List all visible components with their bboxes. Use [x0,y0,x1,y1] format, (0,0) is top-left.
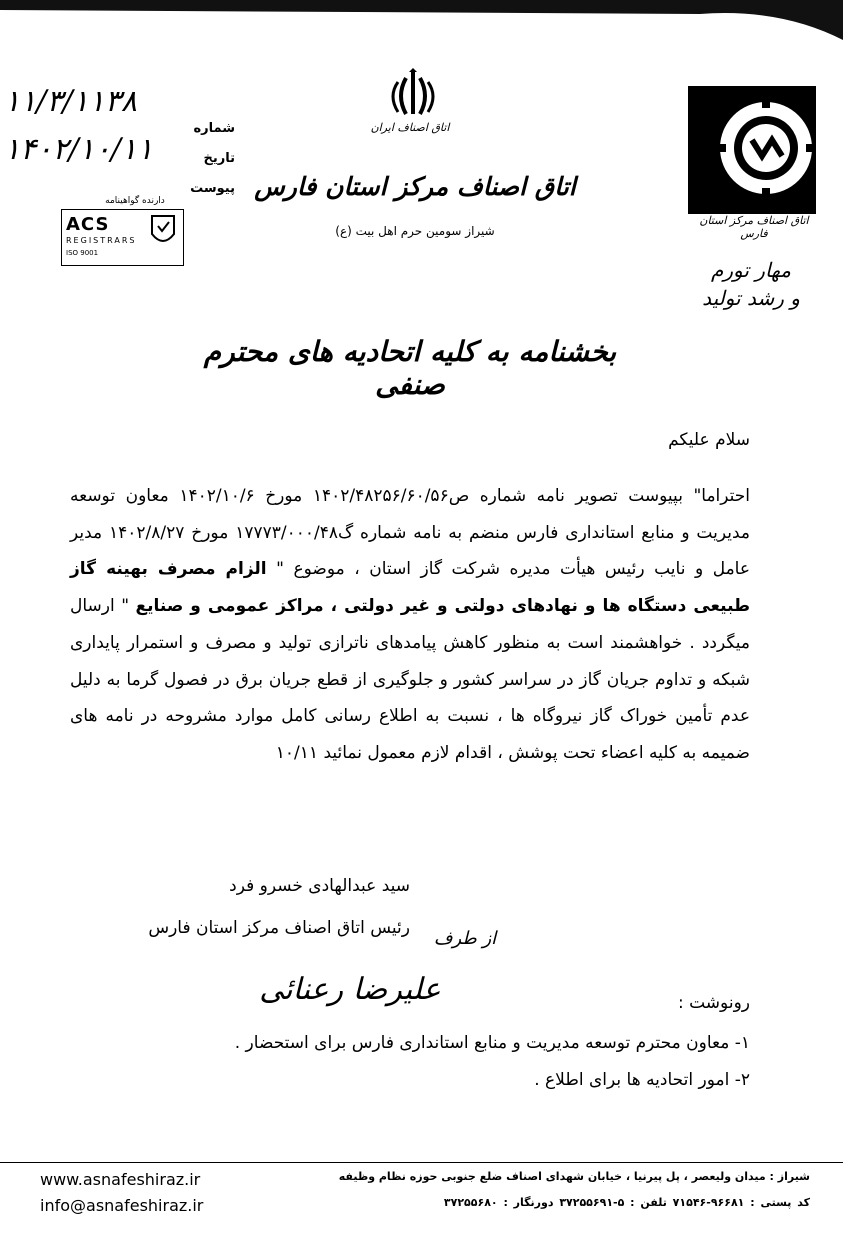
body-bold-subject: الزام مصرف بهینه گاز طبیعی دستگاه ها و نهادهای دولتی و غیر دولتی ، مراکز عمومی و صنایع [70,559,751,617]
date-label: تاریخ [203,151,235,166]
letter-body [70,478,750,772]
number-value: ۱۱/۳/۱۱۳۸ [4,84,138,119]
iran-emblem-icon [388,68,438,120]
certificate-caption: دارنده گواهینامه [105,196,165,206]
cc-item-1: ۱- معاون محترم توسعه مدیریت و منابع استانداری فارس برای استحضار . [234,1033,750,1053]
slogan [686,256,816,312]
slogan-line1: مهار تورم [711,258,791,282]
number-label: شماره [193,121,235,136]
signer-name: سید عبدالهادی خسرو فرد [229,876,410,896]
certificate-sub2: ISO 9001 [66,249,99,257]
gear-logo-icon [688,86,816,214]
date-value: ۱۴۰۲/۱۰/۱۱ [4,132,154,167]
page-title: اتاق اصناف مرکز استان فارس [254,172,576,201]
signature-initial: از طرف [433,928,497,949]
footer-website[interactable]: www.asnafeshiraz.ir [40,1170,201,1189]
body-part2: " ارسال میگردد . خواهشمند است به منظور کاهش پیامدهای ناترازی تولید و مصرف و استمرار پایداری شبکه و تداوم جریان گاز در سراسر کشور و جلوگیری از قطع جریان برق در فصول گرما به دلیل عدم تأمین خوراک گاز نیروگاه ها ، نسبت به اطلاع رسانی کامل موارد مشروحه در نامه های ضمیمه به کلیه اعضاء تحت پوشش ، اقدام لازم معمول نمائید ۱۰/۱۱ [70,596,750,763]
attachment-label: پیوست [190,181,235,196]
meta-values [4,78,189,174]
footer-address: شیراز : میدان ولیعصر ، پل پیرنیا ، خیابان شهدای اصناف ضلع جنوبی حوزه نظام وظیفه [338,1170,810,1183]
circular-title: بخشنامه به کلیه اتحادیه های محترم صنفی [203,335,617,401]
certificate-seal-icon [150,214,176,248]
logo-caption: اتاق اصناف مرکز استان فارس [699,214,809,240]
footer-divider [0,1162,843,1163]
footer-email[interactable]: info@asnafeshiraz.ir [40,1196,204,1215]
union-name: اتاق اصناف ایران [370,121,450,134]
certificate-sub1: REGISTRARS [66,236,137,245]
cc-item-2: ۲- امور اتحادیه ها برای اطلاع . [534,1070,750,1090]
signature: علیرضا رعنائی [259,972,441,1007]
footer-contact: کد پستی : ۹۶۶۸۱-۷۱۵۴۶ تلفن : ۵-۳۷۲۵۵۶۹۱ دورنگار : ۳۷۲۵۵۶۸۰ [443,1196,810,1209]
signer-title: رئیس اتاق اصناف مرکز استان فارس [148,918,410,938]
body-part1: احتراما" بپیوست تصویر نامه شماره ص۱۴۰۲/۴۸۲۵۶/۶۰/۵۶ مورخ ۱۴۰۲/۱۰/۶ معاون توسعه مدیریت و منابع استانداری فارس منضم به نامه شماره گ۱۷۷۷۳/۰۰۰/۴۸ مورخ ۱۴۰۲/۸/۲۷ مدیر عامل و نایب رئیس هیأت مدیره شرکت گاز استان ، موضوع " [70,486,751,580]
top-dark-band [0,0,843,40]
certificate-name: ACS [66,214,110,235]
slogan-line2: و رشد تولید [702,286,800,310]
page-subtitle: شیراز سومین حرم اهل بیت (ع) [335,224,495,238]
cc-label: رونوشت : [677,993,750,1013]
greeting: سلام علیکم [668,430,750,450]
